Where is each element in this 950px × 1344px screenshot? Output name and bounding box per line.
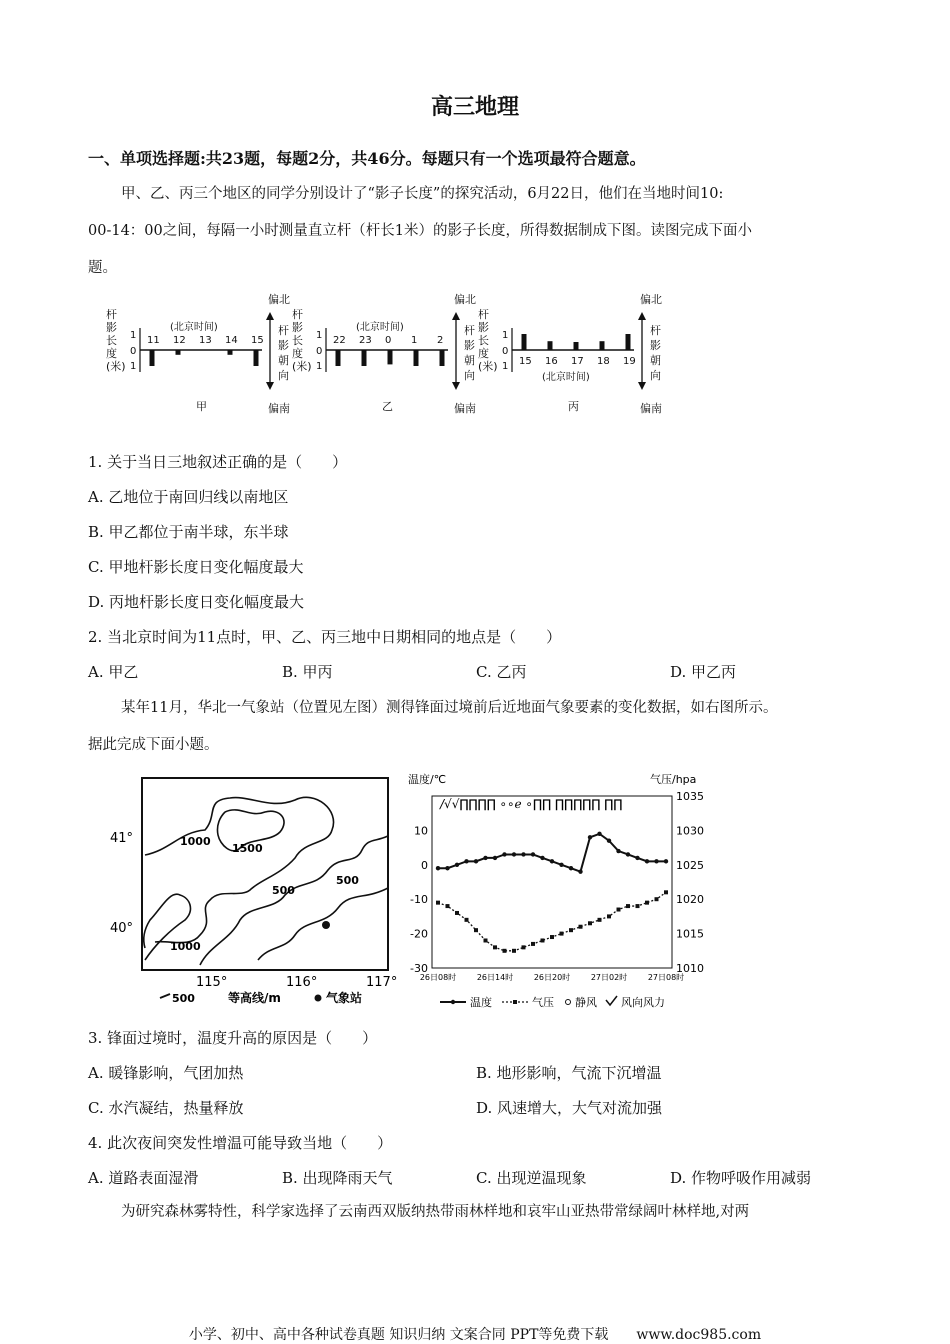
pressure-point — [588, 921, 592, 925]
panel-name: 乙 — [382, 400, 393, 413]
shadow-bar — [150, 350, 155, 366]
shadow-axis-label-char: (米) — [292, 360, 312, 373]
pressure-point — [569, 928, 573, 932]
pressure-point — [636, 904, 640, 908]
temperature-point — [540, 856, 544, 860]
legend-station-label: 气象站 — [326, 991, 363, 1005]
pressure-point — [522, 945, 526, 949]
intro-paragraph-3: 为研究森林雾特性，科学家选择了云南西双版纳热带雨林样地和哀牢山亚热带常绿阔叶林样地,对两 — [121, 1204, 750, 1220]
x-tick-label: 27日08时 — [647, 973, 685, 982]
pressure-point — [645, 901, 649, 905]
q1-option-a[interactable]: A. 乙地位于南回归线以南地区 — [88, 488, 289, 506]
contour-label: 500 — [336, 874, 359, 887]
hour-label: 15 — [251, 335, 264, 346]
shadow-bar — [574, 342, 579, 350]
shadow-bar — [548, 341, 553, 350]
q1-stem: 1. 关于当日三地叙述正确的是（ ） — [88, 453, 348, 471]
tick-label: 1 — [502, 330, 509, 341]
arrow-up-head — [266, 312, 274, 320]
y2-tick-label: 1010 — [676, 962, 704, 975]
pressure-point — [541, 938, 545, 942]
shadow-direction-label-char: 影 — [464, 339, 475, 352]
temperature-point — [645, 859, 649, 863]
contour-500-a — [200, 836, 388, 965]
legend-contour-line — [160, 994, 170, 998]
pressure-point — [560, 932, 564, 936]
temperature-point — [616, 849, 620, 853]
arrow-up-head — [638, 312, 646, 320]
legend-temp-label: 温度 — [470, 996, 492, 1009]
temperature-point — [588, 835, 592, 839]
legend-calm-label: 静风 — [575, 996, 597, 1009]
north-label: 偏北 — [268, 293, 290, 306]
hour-label: 13 — [199, 335, 212, 346]
legend-contour-value: 500 — [172, 992, 195, 1005]
pressure-point — [465, 918, 469, 922]
temperature-point — [455, 863, 459, 867]
q1-option-b[interactable]: B. 甲乙都位于南半球，东半球 — [88, 523, 289, 541]
q4-option-b[interactable]: B. 出现降雨天气 — [282, 1169, 393, 1187]
beijing-time-label: (北京时间) — [356, 322, 404, 333]
legend-temp-dot — [451, 1000, 455, 1004]
lon-117-label: 117° — [366, 975, 398, 990]
y2-tick-label: 1035 — [676, 790, 704, 803]
pressure-point — [626, 904, 630, 908]
temperature-point — [512, 852, 516, 856]
shadow-figure — [100, 290, 680, 420]
shadow-direction-label-char: 杆 — [464, 324, 475, 337]
tick-label: 1 — [130, 361, 137, 372]
temperature-point — [521, 852, 525, 856]
shadow-direction-label-char: 朝 — [464, 354, 475, 367]
pressure-point — [550, 935, 554, 939]
hour-label: 22 — [333, 335, 346, 346]
shadow-direction-label-char: 朝 — [650, 354, 661, 367]
shadow-bar — [254, 350, 259, 366]
page-footer: 小学、初中、高中各种试卷真题 知识归纳 文案合同 PPT等免费下载 www.doc985.com — [188, 1327, 762, 1343]
pressure-point — [484, 938, 488, 942]
weather-station-marker — [322, 921, 330, 929]
shadow-bar — [414, 350, 419, 366]
temperature-point — [654, 859, 658, 863]
hour-label: 17 — [571, 356, 584, 367]
shadow-axis-label-char: (米) — [478, 360, 498, 373]
wind-symbols: /√√∏∏∏∏ ∘∘ℯ ∘∏∏ ∏∏∏∏∏ ∏∏ — [440, 797, 623, 811]
contour-label: 1000 — [170, 940, 201, 953]
panel-name: 丙 — [568, 400, 579, 413]
q2-option-c[interactable]: C. 乙丙 — [476, 663, 527, 681]
shadow-axis-label-char: 长 — [106, 334, 117, 347]
south-label: 偏南 — [454, 402, 476, 415]
south-label: 偏南 — [640, 402, 662, 415]
intro-paragraph-2 — [88, 690, 878, 764]
pressure-point — [446, 904, 450, 908]
topographic-map — [100, 770, 400, 1010]
shadow-direction-label-char: 向 — [278, 369, 289, 382]
weather-chart — [400, 770, 730, 1015]
hour-label: 15 — [519, 356, 532, 367]
pressure-point — [436, 901, 440, 905]
y2-tick-label: 1020 — [676, 893, 704, 907]
shadow-axis-label-char: 杆 — [478, 308, 489, 321]
pressure-point — [474, 928, 478, 932]
temperature-point — [597, 832, 601, 836]
shadow-bar — [362, 350, 367, 366]
q4-option-c[interactable]: C. 出现逆温现象 — [476, 1169, 587, 1187]
south-label: 偏南 — [268, 402, 290, 415]
q1-option-d[interactable]: D. 丙地杆影长度日变化幅度最大 — [88, 593, 305, 611]
temperature-point — [635, 856, 639, 860]
temperature-point — [493, 856, 497, 860]
temperature-point — [502, 852, 506, 856]
shadow-direction-label-char: 向 — [650, 369, 661, 382]
shadow-axis-label-char: 度 — [106, 347, 117, 360]
hour-label: 23 — [359, 335, 372, 346]
hour-label: 14 — [225, 335, 238, 346]
q4-option-d[interactable]: D. 作物呼吸作用减弱 — [670, 1169, 812, 1187]
y-tick-label: -30 — [410, 962, 428, 975]
legend-station-dot — [315, 995, 322, 1002]
q2-option-b[interactable]: B. 甲丙 — [282, 663, 333, 681]
shadow-direction-label-char: 影 — [278, 339, 289, 352]
temperature-point — [626, 852, 630, 856]
q4-stem: 4. 此次夜间突发性增温可能导致当地（ ） — [88, 1134, 393, 1152]
pressure-point — [617, 908, 621, 912]
lat-41-label: 41° — [110, 831, 134, 846]
y2-axis-title: 气压/hpa — [650, 773, 697, 786]
temperature-point — [445, 866, 449, 870]
y2-tick-label: 1030 — [676, 824, 704, 838]
shadow-bar — [522, 334, 527, 350]
pressure-point — [455, 911, 459, 915]
tick-label: 1 — [130, 330, 137, 341]
shadow-axis-label-char: 长 — [292, 334, 303, 347]
shadow-direction-label-char: 杆 — [278, 324, 289, 337]
shadow-axis-label-char: 度 — [478, 347, 489, 360]
pressure-line — [438, 892, 666, 950]
temperature-point — [436, 866, 440, 870]
page-title: 高三地理 — [430, 94, 519, 120]
pressure-point — [579, 925, 583, 929]
tick-label: 0 — [316, 346, 323, 357]
shadow-axis-label-char: 影 — [106, 321, 117, 334]
contour-label: 1500 — [232, 842, 263, 855]
panel-name: 甲 — [196, 400, 207, 413]
legend-pressure-label: 气压 — [532, 996, 554, 1009]
intro2-line: 某年11月，华北一气象站（位置见左图）测得锋面过境前后近地面气象要素的变化数据，如右图所示。 — [121, 700, 778, 716]
legend-calm-icon — [566, 1000, 571, 1005]
temperature-point — [664, 859, 668, 863]
legend-wind-label: 风向风力 — [621, 996, 665, 1009]
shadow-bar — [600, 341, 605, 350]
pressure-point — [655, 897, 659, 901]
intro2-line: 据此完成下面小题。 — [88, 737, 219, 753]
shadow-bar — [626, 334, 631, 350]
arrow-down-head — [638, 382, 646, 390]
shadow-axis-label-char: 杆 — [106, 308, 117, 321]
y-tick-label: 0 — [421, 858, 428, 872]
q4-option-a[interactable]: A. 道路表面湿滑 — [88, 1169, 199, 1187]
temperature-point — [464, 859, 468, 863]
hour-label: 0 — [385, 335, 392, 346]
pressure-point — [512, 949, 516, 953]
x-tick-label: 26日20时 — [533, 973, 571, 982]
y2-tick-label: 1015 — [676, 927, 704, 941]
legend-contour-label: 等高线/m — [228, 991, 281, 1005]
hour-label: 19 — [623, 356, 636, 367]
x-tick-label: 27日02时 — [590, 973, 628, 982]
pressure-point — [598, 918, 602, 922]
q2-option-a[interactable]: A. 甲乙 — [88, 663, 139, 681]
q3-stem: 3. 锋面过境时，温度升高的原因是（ ） — [88, 1029, 378, 1047]
shadow-axis-label-char: (米) — [106, 360, 126, 373]
shadow-axis-label-char: 影 — [478, 321, 489, 334]
temperature-line — [438, 834, 666, 872]
shadow-direction-label-char: 向 — [464, 369, 475, 382]
shadow-bar — [388, 350, 393, 364]
q3-option-c[interactable]: C. 水汽凝结，热量释放 — [88, 1099, 244, 1117]
hour-label: 16 — [545, 356, 558, 367]
lon-116-label: 116° — [286, 975, 318, 990]
shadow-axis-label-char: 影 — [292, 321, 303, 334]
intro1-line: 00-14：00之间，每隔一小时测量直立杆（杆长1米）的影子长度，所得数据制成下图。读图完成下面小 — [88, 223, 752, 239]
temperature-point — [607, 839, 611, 843]
contour-label: 500 — [272, 884, 295, 897]
legend-wind-icon — [606, 996, 617, 1005]
hour-label: 1 — [411, 335, 418, 346]
beijing-time-label: (北京时间) — [170, 322, 218, 333]
pressure-point — [607, 914, 611, 918]
hour-label: 12 — [173, 335, 186, 346]
temperature-point — [483, 856, 487, 860]
pressure-point — [493, 945, 497, 949]
q3-option-b[interactable]: B. 地形影响，气流下沉增温 — [476, 1064, 662, 1082]
shadow-bar — [228, 350, 233, 355]
intro1-line: 题。 — [88, 260, 117, 276]
lon-115-label: 115° — [196, 975, 228, 990]
arrow-down-head — [452, 382, 460, 390]
shadow-direction-label-char: 影 — [650, 339, 661, 352]
q2-stem: 2. 当北京时间为11点时，甲、乙、丙三地中日期相同的地点是（ ） — [88, 628, 562, 646]
y-tick-label: -10 — [410, 893, 428, 907]
x-tick-label: 26日08时 — [419, 973, 457, 982]
pressure-point — [503, 949, 507, 953]
shadow-axis-label-char: 度 — [292, 347, 303, 360]
shadow-bar — [440, 350, 445, 366]
contour-label: 1000 — [180, 835, 211, 848]
arrow-down-head — [266, 382, 274, 390]
q2-option-d[interactable]: D. 甲乙丙 — [670, 663, 737, 681]
q3-option-d[interactable]: D. 风速增大，大气对流加强 — [476, 1099, 663, 1117]
tick-label: 1 — [502, 361, 509, 372]
temperature-point — [531, 852, 535, 856]
shadow-direction-label-char: 杆 — [650, 324, 661, 337]
north-label: 偏北 — [454, 293, 476, 306]
temperature-point — [578, 869, 582, 873]
tick-label: 1 — [316, 330, 323, 341]
tick-label: 1 — [316, 361, 323, 372]
shadow-axis-label-char: 杆 — [292, 308, 303, 321]
pressure-point — [531, 942, 535, 946]
shadow-direction-label-char: 朝 — [278, 354, 289, 367]
tick-label: 0 — [502, 346, 509, 357]
shadow-axis-label-char: 长 — [478, 334, 489, 347]
intro1-line: 甲、乙、丙三个地区的同学分别设计了“影子长度”的探究活动，6月22日，他们在当地时间10: — [121, 186, 724, 202]
y2-tick-label: 1025 — [676, 858, 704, 872]
temperature-point — [559, 863, 563, 867]
arrow-up-head — [452, 312, 460, 320]
pressure-point — [664, 890, 668, 894]
section-heading: 一、单项选择题:共23题，每题2分，共46分。每题只有一个选项最符合题意。 — [88, 149, 646, 168]
shadow-bar — [176, 350, 181, 355]
intro-paragraph-1 — [88, 176, 878, 287]
hour-label: 18 — [597, 356, 610, 367]
plot-frame — [432, 796, 672, 968]
temperature-point — [474, 859, 478, 863]
temperature-point — [569, 866, 573, 870]
beijing-time-label: (北京时间) — [542, 372, 590, 383]
lat-40-label: 40° — [110, 921, 134, 936]
shadow-bar — [336, 350, 341, 366]
q1-option-c[interactable]: C. 甲地杆影长度日变化幅度最大 — [88, 558, 304, 576]
x-tick-label: 26日14时 — [476, 973, 514, 982]
q3-option-a[interactable]: A. 暖锋影响，气团加热 — [88, 1064, 244, 1082]
legend-pressure-marker — [513, 1000, 517, 1004]
hour-label: 2 — [437, 335, 444, 346]
hour-label: 11 — [147, 335, 160, 346]
north-label: 偏北 — [640, 293, 662, 306]
temperature-point — [550, 859, 554, 863]
shadow-bar — [202, 350, 207, 351]
y-axis-title: 温度/℃ — [408, 773, 447, 786]
tick-label: 0 — [130, 346, 137, 357]
y-tick-label: 10 — [414, 824, 428, 838]
y-tick-label: -20 — [410, 927, 428, 941]
